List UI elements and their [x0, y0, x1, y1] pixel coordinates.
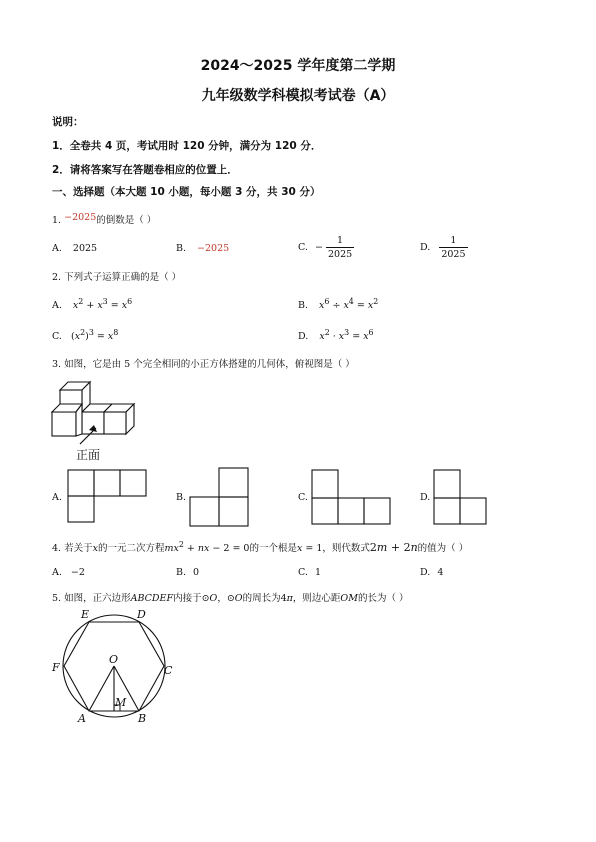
option-3a-label: A. — [52, 492, 62, 503]
question-text: 若关于 — [64, 543, 93, 555]
numerator: 1 — [326, 234, 354, 248]
instruction-line-1: 1．全卷共 4 页，考试用时 120 分钟，满分为 120 分． — [52, 140, 322, 152]
question-2 — [52, 269, 181, 283]
option-1b — [176, 243, 229, 254]
option-formula: $x^2 + x^3 = x^6$ — [72, 297, 133, 312]
cube-solid-figure — [50, 380, 150, 440]
option-1a — [52, 243, 97, 254]
option-label: D. — [298, 331, 309, 343]
option-text: 0 — [193, 567, 200, 578]
question-5: 5. 如图，正六边形ABCDEF内接于⊙O，⊙O的周长为4π，则边心距OM的长为（ ） — [52, 593, 409, 604]
option-formula: $x^6 \div x^4 = x^2$ — [319, 297, 379, 312]
option-1c — [298, 234, 354, 261]
option-3b-figure — [190, 468, 250, 526]
math-x: x — [92, 543, 98, 555]
equation: $mx^2$ + nx − 2 = 0 — [164, 540, 250, 555]
exam-title-year: 2024～2025 学年度第二学期 — [200, 58, 396, 74]
question-text: 如图，正六边形 — [64, 593, 131, 604]
segment-oa — [89, 666, 114, 711]
question-number: 2. — [52, 272, 62, 283]
expression: 2m + 2n — [369, 541, 418, 555]
option-4d — [420, 567, 443, 578]
option-text: 2025 — [72, 243, 98, 254]
option-3d-figure — [434, 470, 494, 526]
option-2a — [52, 297, 132, 311]
point-label: B — [138, 712, 147, 725]
question-text: 的值为（ ） — [417, 543, 469, 555]
question-4 — [52, 540, 468, 554]
option-2b — [298, 297, 378, 311]
question-number: 3. — [52, 359, 62, 370]
question-text: 内接于⊙ — [173, 593, 210, 604]
option-3b-label: B. — [176, 492, 187, 503]
question-3 — [52, 356, 355, 370]
question-value: −2025 — [64, 212, 97, 223]
point-label: F — [52, 661, 60, 674]
option-label: A. — [52, 300, 62, 312]
option-3c-figure — [312, 470, 392, 526]
question-text: 的一个根是 — [249, 543, 297, 555]
point-label: C — [164, 664, 173, 677]
question-text: 下列式子运算正确的是（ ） — [64, 272, 182, 283]
option-1d — [420, 234, 468, 261]
question-number: 1. — [52, 215, 62, 226]
denominator: 2025 — [327, 249, 353, 260]
question-text: 的一元二次方程 — [97, 543, 165, 555]
option-label: B. — [176, 567, 187, 578]
option-label: D. — [420, 242, 431, 253]
option-label: C. — [52, 331, 62, 343]
point-label: O — [109, 653, 119, 666]
circumference: 4π — [280, 593, 293, 604]
polygon-name: ABCDEF — [130, 593, 174, 604]
exam-title-subject: 九年级数学科模拟考试卷（A） — [201, 88, 395, 104]
point-label: A — [78, 712, 86, 725]
question-text: ，则边心距 — [292, 593, 341, 604]
fraction — [326, 234, 354, 261]
question-text: ，则代数式 — [322, 543, 370, 555]
instruction-line-2: 2．请将答案写在答题卷相应的位置上． — [52, 164, 238, 176]
option-4b — [176, 567, 199, 578]
option-label: A. — [52, 243, 62, 254]
point-label: M — [115, 696, 127, 709]
option-label: B. — [176, 243, 187, 254]
option-3c-label: C. — [298, 492, 308, 503]
instructions-label: 说明： — [52, 116, 84, 128]
option-label: C. — [298, 567, 308, 578]
option-label: B. — [298, 300, 309, 312]
option-sign: − — [314, 242, 323, 253]
option-label: A. — [52, 567, 62, 578]
question-1 — [52, 212, 156, 226]
option-4c — [298, 567, 321, 578]
option-label: D. — [420, 567, 431, 578]
option-2d — [298, 328, 374, 342]
option-text: −2025 — [197, 243, 230, 254]
option-2c — [52, 328, 118, 342]
option-3d-label: D. — [420, 492, 431, 503]
option-text: 1 — [314, 567, 322, 578]
question-number: 5. — [52, 593, 62, 604]
denominator: 2025 — [441, 249, 466, 260]
option-formula: $(x^2)^3 = x^8$ — [70, 328, 119, 343]
option-3a-figure — [68, 470, 148, 522]
question-text: 的长为（ ） — [357, 593, 409, 604]
fraction — [439, 234, 467, 261]
cube-front-face — [52, 412, 76, 436]
option-text: 4 — [437, 567, 444, 578]
question-text: 如图，它是由 5 个完全相同的小正方体搭建的几何体，俯视图是（ ） — [64, 359, 355, 370]
option-text: −2 — [70, 567, 85, 578]
cube-front-face — [104, 412, 126, 434]
option-label: C. — [298, 242, 308, 253]
hexagon-circle-figure — [52, 608, 182, 728]
numerator: 1 — [439, 234, 467, 248]
question-number: 4. — [52, 543, 62, 555]
option-formula: $x^2 \cdot x^3 = x^6$ — [319, 328, 374, 343]
question-text: ，⊙ — [217, 593, 235, 604]
question-text: 的倒数是（ ） — [96, 215, 157, 226]
question-text: 的周长为 — [242, 593, 281, 604]
root-value: x = 1 — [297, 543, 323, 555]
section-title: 一、选择题（本大题 10 小题，每小题 3 分，共 30 分） — [52, 186, 321, 198]
option-4a — [52, 567, 85, 578]
point-label: E — [81, 608, 90, 621]
point-label: D — [137, 608, 146, 621]
front-view-label: 正面 — [76, 448, 101, 462]
